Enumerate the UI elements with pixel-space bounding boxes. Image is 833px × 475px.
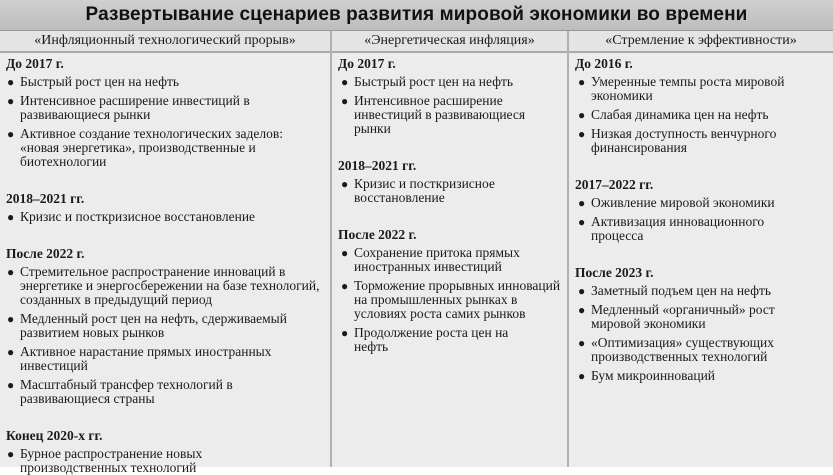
- column-body: [569, 53, 833, 383]
- list-item: [575, 215, 811, 243]
- list-item: [6, 312, 322, 340]
- title-bar: [0, 0, 833, 31]
- list-item: [338, 177, 534, 205]
- item-text: Бурное распространение новых производственных технологий: [20, 446, 203, 475]
- list-item: [575, 127, 823, 155]
- list-item: [575, 75, 823, 103]
- period-label: После 2022 г.: [338, 227, 417, 242]
- item-text: Быстрый рост цен на нефть: [20, 74, 179, 89]
- bullet-icon: ●: [7, 312, 15, 326]
- bullet-icon: ●: [7, 210, 15, 224]
- item-text: Интенсивное расширение инвестиций в развивающиеся рынки: [20, 93, 250, 122]
- list-item: [338, 279, 569, 321]
- period-label: Конец 2020-х гг.: [6, 428, 103, 443]
- item-text: Низкая доступность венчурного финансирования: [591, 126, 777, 155]
- bullet-icon: ●: [578, 196, 586, 210]
- bullet-icon: ●: [578, 108, 586, 122]
- list-item: [6, 94, 282, 122]
- bullet-icon: ●: [7, 75, 15, 89]
- list-item: [338, 75, 563, 89]
- item-text: Медленный «органичный» рост мировой экономики: [591, 302, 775, 331]
- list-item: [575, 196, 831, 210]
- bullet-icon: ●: [578, 284, 586, 298]
- bullet-icon: ●: [7, 94, 15, 108]
- list-item: [6, 345, 310, 373]
- list-item: [6, 75, 320, 89]
- bullet-icon: ●: [341, 75, 349, 89]
- item-text: Быстрый рост цен на нефть: [354, 74, 513, 89]
- item-text: Медленный рост цен на нефть, сдерживаемый развитием новых рынков: [20, 311, 287, 340]
- item-list: [6, 265, 326, 406]
- item-text: Умеренные темпы роста мировой экономики: [591, 74, 785, 103]
- item-text: Активное нарастание прямых иностранных инвестиций: [20, 344, 272, 373]
- list-item: [338, 326, 524, 354]
- item-list: [575, 196, 829, 243]
- list-item: [6, 265, 322, 307]
- item-text: «Оптимизация» существующих производственных технологий: [591, 335, 775, 364]
- item-list: [6, 75, 326, 169]
- list-item: [6, 447, 250, 475]
- column-heading: «Стремление к эффективности»: [569, 31, 833, 53]
- bullet-icon: ●: [578, 303, 586, 317]
- item-text: Оживление мировой экономики: [591, 195, 775, 210]
- bullet-icon: ●: [578, 215, 586, 229]
- item-text: Заметный подъем цен на нефть: [591, 283, 772, 298]
- list-item: [575, 108, 823, 122]
- bullet-icon: ●: [578, 127, 586, 141]
- bullet-icon: ●: [578, 75, 586, 89]
- period-label: После 2022 г.: [6, 246, 85, 261]
- column-body: [0, 53, 330, 475]
- bullet-icon: ●: [7, 447, 15, 461]
- item-text: Продолжение роста цен на нефть: [354, 325, 509, 354]
- period-label: 2018–2021 гг.: [338, 158, 417, 173]
- period-label: До 2017 г.: [338, 56, 396, 71]
- period-label: До 2016 г.: [575, 56, 633, 71]
- list-item: [575, 303, 823, 331]
- item-text: Бум микроинноваций: [591, 368, 716, 383]
- item-text: Активное создание технологических заделов: «новая энергетика», производственные и биотехнологии: [20, 126, 283, 169]
- list-item: [575, 369, 823, 383]
- scenario-table: [0, 31, 833, 475]
- bullet-icon: ●: [341, 94, 349, 108]
- item-text: Кризис и посткризисное восстановление: [20, 209, 256, 224]
- item-list: [338, 75, 563, 136]
- period-label: 2017–2022 гг.: [575, 177, 654, 192]
- bullet-icon: ●: [7, 265, 15, 279]
- bullet-icon: ●: [341, 326, 349, 340]
- list-item: [6, 378, 280, 406]
- item-list: [575, 75, 829, 155]
- bullet-icon: ●: [341, 177, 349, 191]
- item-list: [338, 246, 563, 354]
- column-body: [332, 53, 567, 354]
- list-item: [338, 94, 563, 136]
- bullet-icon: ●: [578, 336, 586, 350]
- bullet-icon: ●: [341, 279, 349, 293]
- period-label: После 2023 г.: [575, 265, 654, 280]
- item-list: [6, 210, 326, 224]
- item-text: Сохранение притока прямых иностранных инвестиций: [354, 245, 520, 274]
- bullet-icon: ●: [578, 369, 586, 383]
- period-label: 2018–2021 гг.: [6, 191, 85, 206]
- bullet-icon: ●: [7, 127, 15, 141]
- item-text: Торможение прорывных инноваций на промышленных рынках в условиях роста самих рынков: [354, 278, 561, 321]
- item-text: Слабая динамика цен на нефть: [591, 107, 769, 122]
- list-item: [6, 127, 320, 169]
- bullet-icon: ●: [341, 246, 349, 260]
- item-text: Стремительное распространение инноваций в энергетике и энергосбережении на базе технологий, созданных в предыдущий период: [20, 264, 320, 307]
- list-item: [575, 336, 823, 364]
- item-text: Масштабный трансфер технологий в развивающиеся страны: [20, 377, 233, 406]
- list-item: [6, 210, 320, 224]
- list-item: [338, 246, 569, 274]
- item-text: Активизация инновационного процесса: [591, 214, 765, 243]
- item-text: Кризис и посткризисное восстановление: [354, 176, 495, 205]
- item-list: [338, 177, 563, 205]
- column-energy-inflation: [330, 31, 567, 467]
- item-list: [6, 447, 326, 475]
- column-inflationary-breakthrough: [0, 31, 330, 475]
- column-efficiency: [567, 31, 833, 467]
- bullet-icon: ●: [7, 345, 15, 359]
- page-title: Развертывание сценариев развития мировой экономики во времени: [85, 4, 748, 25]
- column-heading: «Инфляционный технологический прорыв»: [0, 31, 330, 53]
- item-text: Интенсивное расширение инвестиций в развивающиеся рынки: [354, 93, 526, 136]
- item-list: [575, 284, 829, 383]
- list-item: [575, 284, 831, 298]
- period-label: До 2017 г.: [6, 56, 64, 71]
- bullet-icon: ●: [7, 378, 15, 392]
- column-heading: «Энергетическая инфляция»: [332, 31, 567, 53]
